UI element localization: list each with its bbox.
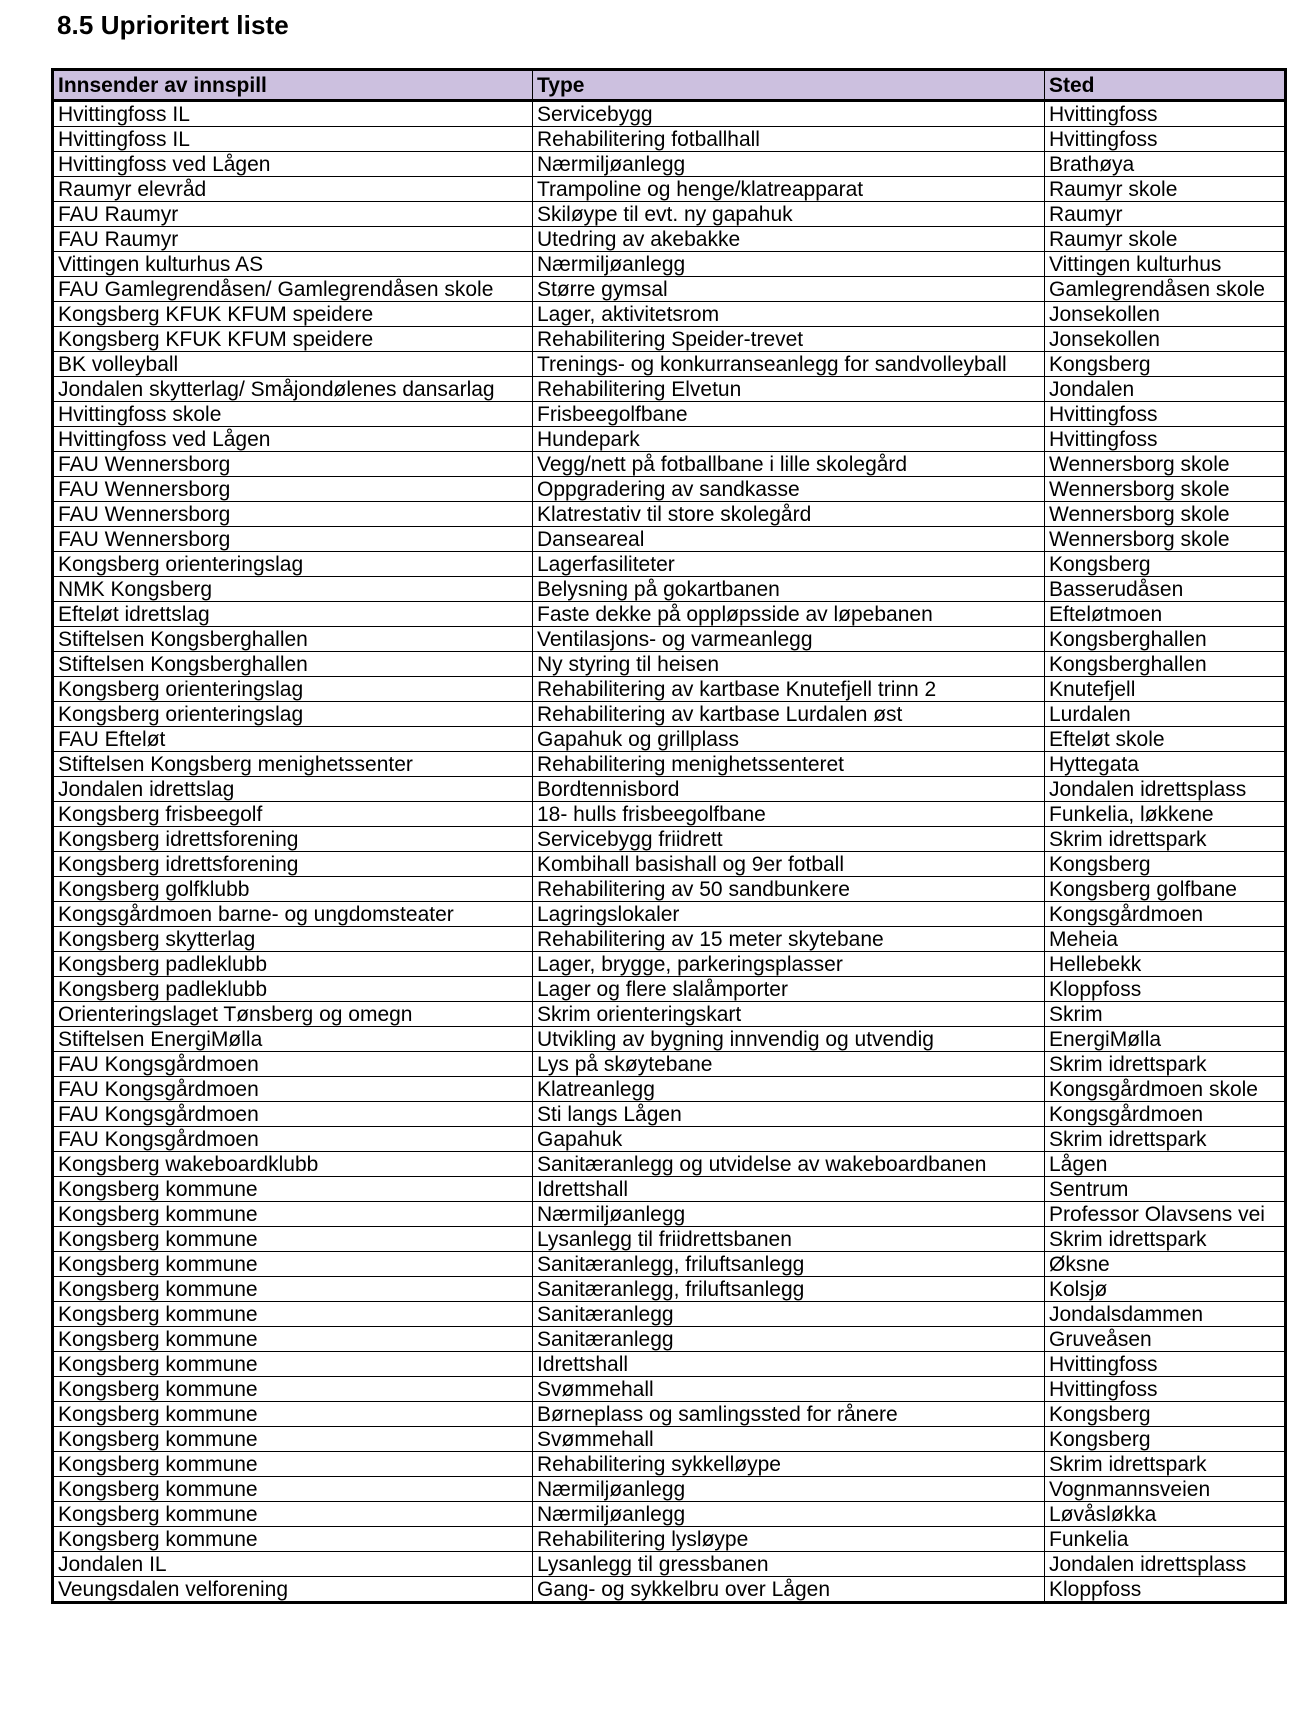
cell-type: Lysanlegg til friidrettsbanen bbox=[533, 1227, 1045, 1252]
cell-submitter: Kongsberg kommune bbox=[53, 1352, 533, 1377]
cell-submitter: FAU Wennersborg bbox=[53, 527, 533, 552]
column-header-submitter: Innsender av innspill bbox=[53, 70, 533, 101]
cell-type: Gang- og sykkelbru over Lågen bbox=[533, 1577, 1045, 1603]
table-row bbox=[53, 527, 1286, 552]
page-title: 8.5 Uprioritert liste bbox=[57, 10, 289, 40]
cell-submitter: Raumyr elevråd bbox=[53, 177, 533, 202]
cell-location: Kloppfoss bbox=[1045, 977, 1286, 1002]
cell-submitter: Hvittingfoss skole bbox=[53, 402, 533, 427]
table-row bbox=[53, 877, 1286, 902]
cell-type: Sti langs Lågen bbox=[533, 1102, 1045, 1127]
table-row bbox=[53, 452, 1286, 477]
table-row bbox=[53, 902, 1286, 927]
cell-location: Hyttegata bbox=[1045, 752, 1286, 777]
cell-submitter: Kongsberg orienteringslag bbox=[53, 677, 533, 702]
cell-submitter: Jondalen IL bbox=[53, 1552, 533, 1577]
cell-location: Raumyr skole bbox=[1045, 177, 1286, 202]
cell-location: Kongsberg bbox=[1045, 352, 1286, 377]
cell-type: Rehabilitering av 50 sandbunkere bbox=[533, 877, 1045, 902]
cell-location: Raumyr skole bbox=[1045, 227, 1286, 252]
table-header-row bbox=[53, 70, 1286, 101]
cell-type: Nærmiljøanlegg bbox=[533, 1502, 1045, 1527]
cell-type: Kombihall basishall og 9er fotball bbox=[533, 852, 1045, 877]
table-row bbox=[53, 1252, 1286, 1277]
cell-location: Kongsberg bbox=[1045, 852, 1286, 877]
cell-type: Sanitæranlegg, friluftsanlegg bbox=[533, 1252, 1045, 1277]
cell-type: Lagringslokaler bbox=[533, 902, 1045, 927]
cell-submitter: FAU Raumyr bbox=[53, 227, 533, 252]
table-row bbox=[53, 1052, 1286, 1077]
cell-type: Ventilasjons- og varmeanlegg bbox=[533, 627, 1045, 652]
cell-type: Nærmiljøanlegg bbox=[533, 1477, 1045, 1502]
cell-location: Øksne bbox=[1045, 1252, 1286, 1277]
cell-submitter: Stiftelsen EnergiMølla bbox=[53, 1027, 533, 1052]
cell-location: Wennersborg skole bbox=[1045, 452, 1286, 477]
cell-location: Kloppfoss bbox=[1045, 1577, 1286, 1603]
cell-location: EnergiMølla bbox=[1045, 1027, 1286, 1052]
cell-location: Funkelia, løkkene bbox=[1045, 802, 1286, 827]
cell-type: Rehabilitering lysløype bbox=[533, 1527, 1045, 1552]
cell-type: Vegg/nett på fotballbane i lille skolegård bbox=[533, 452, 1045, 477]
cell-location: Kongsberghallen bbox=[1045, 627, 1286, 652]
table-row bbox=[53, 1202, 1286, 1227]
cell-location: Meheia bbox=[1045, 927, 1286, 952]
cell-type: Gapahuk og grillplass bbox=[533, 727, 1045, 752]
table-row bbox=[53, 227, 1286, 252]
table-row bbox=[53, 277, 1286, 302]
table-row bbox=[53, 1552, 1286, 1577]
cell-submitter: BK volleyball bbox=[53, 352, 533, 377]
cell-type: Rehabilitering av 15 meter skytebane bbox=[533, 927, 1045, 952]
table-row bbox=[53, 702, 1286, 727]
cell-location: Kongsberghallen bbox=[1045, 652, 1286, 677]
cell-submitter: Kongsberg kommune bbox=[53, 1302, 533, 1327]
cell-type: Nærmiljøanlegg bbox=[533, 252, 1045, 277]
cell-location: Professor Olavsens vei bbox=[1045, 1202, 1286, 1227]
cell-type: Rehabilitering sykkelløype bbox=[533, 1452, 1045, 1477]
cell-submitter: Kongsberg idrettsforening bbox=[53, 827, 533, 852]
cell-type: Belysning på gokartbanen bbox=[533, 577, 1045, 602]
cell-location: Funkelia bbox=[1045, 1527, 1286, 1552]
table-row bbox=[53, 101, 1286, 127]
column-header-type: Type bbox=[533, 70, 1045, 101]
cell-submitter: Kongsberg padleklubb bbox=[53, 952, 533, 977]
cell-submitter: Orienteringslaget Tønsberg og omegn bbox=[53, 1002, 533, 1027]
cell-submitter: Hvittingfoss ved Lågen bbox=[53, 427, 533, 452]
cell-type: Lysanlegg til gressbanen bbox=[533, 1552, 1045, 1577]
cell-type: Idrettshall bbox=[533, 1177, 1045, 1202]
cell-type: Idrettshall bbox=[533, 1352, 1045, 1377]
cell-submitter: Kongsberg skytterlag bbox=[53, 927, 533, 952]
table-row bbox=[53, 377, 1286, 402]
cell-submitter: Kongsberg kommune bbox=[53, 1277, 533, 1302]
cell-submitter: FAU Raumyr bbox=[53, 202, 533, 227]
cell-location: Kongsberg bbox=[1045, 1427, 1286, 1452]
cell-location: Skrim idrettspark bbox=[1045, 1127, 1286, 1152]
cell-location: Gruveåsen bbox=[1045, 1327, 1286, 1352]
table-row bbox=[53, 427, 1286, 452]
cell-location: Kongsgårdmoen skole bbox=[1045, 1077, 1286, 1102]
cell-type: Rehabilitering Speider-trevet bbox=[533, 327, 1045, 352]
cell-location: Hvittingfoss bbox=[1045, 1377, 1286, 1402]
cell-type: Faste dekke på oppløpsside av løpebanen bbox=[533, 602, 1045, 627]
table-row bbox=[53, 1277, 1286, 1302]
cell-type: Sanitæranlegg, friluftsanlegg bbox=[533, 1277, 1045, 1302]
cell-type: Klatreanlegg bbox=[533, 1077, 1045, 1102]
cell-location: Raumyr bbox=[1045, 202, 1286, 227]
cell-submitter: Kongsberg kommune bbox=[53, 1177, 533, 1202]
cell-location: Hvittingfoss bbox=[1045, 1352, 1286, 1377]
cell-location: Basserudåsen bbox=[1045, 577, 1286, 602]
cell-location: Gamlegrendåsen skole bbox=[1045, 277, 1286, 302]
cell-type: Utvikling av bygning innvendig og utvendig bbox=[533, 1027, 1045, 1052]
table-row bbox=[53, 1477, 1286, 1502]
column-header-location: Sted bbox=[1045, 70, 1286, 101]
cell-submitter: FAU Kongsgårdmoen bbox=[53, 1052, 533, 1077]
cell-location: Skrim idrettspark bbox=[1045, 1452, 1286, 1477]
cell-submitter: Kongsberg padleklubb bbox=[53, 977, 533, 1002]
cell-location: Lågen bbox=[1045, 1152, 1286, 1177]
cell-location: Jondalsdammen bbox=[1045, 1302, 1286, 1327]
cell-location: Brathøya bbox=[1045, 152, 1286, 177]
table-row bbox=[53, 1302, 1286, 1327]
cell-type: Børneplass og samlingssted for rånere bbox=[533, 1402, 1045, 1427]
cell-submitter: Kongsberg kommune bbox=[53, 1227, 533, 1252]
cell-submitter: Jondalen idrettslag bbox=[53, 777, 533, 802]
cell-location: Hellebekk bbox=[1045, 952, 1286, 977]
cell-type: Bordtennisbord bbox=[533, 777, 1045, 802]
cell-submitter: Kongsberg KFUK KFUM speidere bbox=[53, 302, 533, 327]
table-row bbox=[53, 1427, 1286, 1452]
cell-type: 18- hulls frisbeegolfbane bbox=[533, 802, 1045, 827]
cell-location: Kolsjø bbox=[1045, 1277, 1286, 1302]
cell-location: Skrim idrettspark bbox=[1045, 827, 1286, 852]
cell-type: Gapahuk bbox=[533, 1127, 1045, 1152]
cell-type: Danseareal bbox=[533, 527, 1045, 552]
cell-location: Efteløtmoen bbox=[1045, 602, 1286, 627]
cell-submitter: Stiftelsen Kongsberg menighetssenter bbox=[53, 752, 533, 777]
table-row bbox=[53, 577, 1286, 602]
cell-submitter: Vittingen kulturhus AS bbox=[53, 252, 533, 277]
cell-submitter: Veungsdalen velforening bbox=[53, 1577, 533, 1603]
cell-type: Lager og flere slalåmporter bbox=[533, 977, 1045, 1002]
table-row bbox=[53, 802, 1286, 827]
table-row bbox=[53, 627, 1286, 652]
cell-location: Lurdalen bbox=[1045, 702, 1286, 727]
table-row bbox=[53, 1452, 1286, 1477]
table-row bbox=[53, 1077, 1286, 1102]
cell-type: Sanitæranlegg og utvidelse av wakeboardbanen bbox=[533, 1152, 1045, 1177]
cell-location: Kongsberg golfbane bbox=[1045, 877, 1286, 902]
cell-location: Skrim idrettspark bbox=[1045, 1227, 1286, 1252]
cell-submitter: FAU Wennersborg bbox=[53, 452, 533, 477]
cell-submitter: Kongsberg kommune bbox=[53, 1202, 533, 1227]
cell-location: Løvåsløkka bbox=[1045, 1502, 1286, 1527]
cell-type: Lager, brygge, parkeringsplasser bbox=[533, 952, 1045, 977]
table-row bbox=[53, 552, 1286, 577]
cell-type: Større gymsal bbox=[533, 277, 1045, 302]
cell-location: Hvittingfoss bbox=[1045, 427, 1286, 452]
table-row bbox=[53, 1227, 1286, 1252]
cell-type: Oppgradering av sandkasse bbox=[533, 477, 1045, 502]
table-row bbox=[53, 1402, 1286, 1427]
cell-type: Frisbeegolfbane bbox=[533, 402, 1045, 427]
table-row bbox=[53, 777, 1286, 802]
table-row bbox=[53, 852, 1286, 877]
cell-location: Vittingen kulturhus bbox=[1045, 252, 1286, 277]
table-row bbox=[53, 152, 1286, 177]
table-row bbox=[53, 177, 1286, 202]
cell-submitter: Kongsgårdmoen barne- og ungdomsteater bbox=[53, 902, 533, 927]
cell-type: Rehabilitering av kartbase Knutefjell trinn 2 bbox=[533, 677, 1045, 702]
table-row bbox=[53, 1352, 1286, 1377]
cell-submitter: Jondalen skytterlag/ Småjondølenes dansarlag bbox=[53, 377, 533, 402]
table-row bbox=[53, 1177, 1286, 1202]
table-row bbox=[53, 1002, 1286, 1027]
cell-location: Kongsgårdmoen bbox=[1045, 902, 1286, 927]
cell-type: Utedring av akebakke bbox=[533, 227, 1045, 252]
table-row bbox=[53, 1027, 1286, 1052]
cell-submitter: Hvittingfoss IL bbox=[53, 127, 533, 152]
cell-type: Trenings- og konkurranseanlegg for sandvolleyball bbox=[533, 352, 1045, 377]
cell-location: Skrim bbox=[1045, 1002, 1286, 1027]
cell-location: Jonsekollen bbox=[1045, 327, 1286, 352]
cell-type: Lager, aktivitetsrom bbox=[533, 302, 1045, 327]
table-row bbox=[53, 1502, 1286, 1527]
table-row bbox=[53, 752, 1286, 777]
cell-submitter: Kongsberg idrettsforening bbox=[53, 852, 533, 877]
cell-location: Wennersborg skole bbox=[1045, 477, 1286, 502]
cell-location: Hvittingfoss bbox=[1045, 402, 1286, 427]
table-row bbox=[53, 1127, 1286, 1152]
cell-submitter: Kongsberg kommune bbox=[53, 1527, 533, 1552]
cell-location: Hvittingfoss bbox=[1045, 127, 1286, 152]
table-row bbox=[53, 727, 1286, 752]
cell-submitter: FAU Wennersborg bbox=[53, 502, 533, 527]
cell-submitter: Kongsberg kommune bbox=[53, 1327, 533, 1352]
cell-submitter: Kongsberg kommune bbox=[53, 1452, 533, 1477]
cell-location: Efteløt skole bbox=[1045, 727, 1286, 752]
cell-submitter: Kongsberg kommune bbox=[53, 1377, 533, 1402]
cell-location: Vognmannsveien bbox=[1045, 1477, 1286, 1502]
table-row bbox=[53, 1152, 1286, 1177]
cell-location: Wennersborg skole bbox=[1045, 502, 1286, 527]
cell-location: Kongsberg bbox=[1045, 1402, 1286, 1427]
cell-submitter: FAU Kongsgårdmoen bbox=[53, 1077, 533, 1102]
table-row bbox=[53, 977, 1286, 1002]
cell-location: Jondalen idrettsplass bbox=[1045, 1552, 1286, 1577]
table-row bbox=[53, 1377, 1286, 1402]
cell-location: Jonsekollen bbox=[1045, 302, 1286, 327]
cell-type: Servicebygg bbox=[533, 101, 1045, 127]
cell-location: Hvittingfoss bbox=[1045, 101, 1286, 127]
table-row bbox=[53, 302, 1286, 327]
cell-type: Nærmiljøanlegg bbox=[533, 152, 1045, 177]
cell-submitter: Kongsberg frisbeegolf bbox=[53, 802, 533, 827]
cell-location: Skrim idrettspark bbox=[1045, 1052, 1286, 1077]
table-row bbox=[53, 952, 1286, 977]
cell-type: Hundepark bbox=[533, 427, 1045, 452]
cell-submitter: Stiftelsen Kongsberghallen bbox=[53, 652, 533, 677]
table-body bbox=[53, 101, 1286, 1603]
cell-type: Sanitæranlegg bbox=[533, 1327, 1045, 1352]
table-row bbox=[53, 127, 1286, 152]
cell-submitter: FAU Gamlegrendåsen/ Gamlegrendåsen skole bbox=[53, 277, 533, 302]
cell-submitter: Hvittingfoss IL bbox=[53, 101, 533, 127]
cell-submitter: Kongsberg kommune bbox=[53, 1402, 533, 1427]
cell-location: Jondalen idrettsplass bbox=[1045, 777, 1286, 802]
table-row bbox=[53, 652, 1286, 677]
cell-submitter: Kongsberg orienteringslag bbox=[53, 552, 533, 577]
cell-location: Knutefjell bbox=[1045, 677, 1286, 702]
table-row bbox=[53, 1327, 1286, 1352]
cell-type: Rehabilitering av kartbase Lurdalen øst bbox=[533, 702, 1045, 727]
table-row bbox=[53, 327, 1286, 352]
cell-location: Kongsgårdmoen bbox=[1045, 1102, 1286, 1127]
table-row bbox=[53, 827, 1286, 852]
cell-submitter: NMK Kongsberg bbox=[53, 577, 533, 602]
cell-type: Servicebygg friidrett bbox=[533, 827, 1045, 852]
cell-type: Skiløype til evt. ny gapahuk bbox=[533, 202, 1045, 227]
table-row bbox=[53, 927, 1286, 952]
table-row bbox=[53, 477, 1286, 502]
cell-submitter: FAU Kongsgårdmoen bbox=[53, 1102, 533, 1127]
cell-type: Skrim orienteringskart bbox=[533, 1002, 1045, 1027]
table-row bbox=[53, 1527, 1286, 1552]
cell-submitter: Kongsberg kommune bbox=[53, 1427, 533, 1452]
cell-submitter: Kongsberg kommune bbox=[53, 1477, 533, 1502]
cell-type: Lys på skøytebane bbox=[533, 1052, 1045, 1077]
cell-submitter: Kongsberg wakeboardklubb bbox=[53, 1152, 533, 1177]
table-row bbox=[53, 402, 1286, 427]
cell-location: Wennersborg skole bbox=[1045, 527, 1286, 552]
cell-submitter: Efteløt idrettslag bbox=[53, 602, 533, 627]
cell-submitter: Kongsberg kommune bbox=[53, 1252, 533, 1277]
table-row bbox=[53, 1577, 1286, 1603]
cell-type: Sanitæranlegg bbox=[533, 1302, 1045, 1327]
table-row bbox=[53, 352, 1286, 377]
table-row bbox=[53, 502, 1286, 527]
cell-type: Svømmehall bbox=[533, 1427, 1045, 1452]
cell-submitter: FAU Efteløt bbox=[53, 727, 533, 752]
cell-submitter: Stiftelsen Kongsberghallen bbox=[53, 627, 533, 652]
cell-type: Nærmiljøanlegg bbox=[533, 1202, 1045, 1227]
cell-submitter: Kongsberg KFUK KFUM speidere bbox=[53, 327, 533, 352]
table-row bbox=[53, 202, 1286, 227]
cell-type: Rehabilitering Elvetun bbox=[533, 377, 1045, 402]
cell-location: Jondalen bbox=[1045, 377, 1286, 402]
cell-submitter: Kongsberg kommune bbox=[53, 1502, 533, 1527]
cell-submitter: Hvittingfoss ved Lågen bbox=[53, 152, 533, 177]
cell-type: Trampoline og henge/klatreapparat bbox=[533, 177, 1045, 202]
table-row bbox=[53, 1102, 1286, 1127]
cell-submitter: FAU Wennersborg bbox=[53, 477, 533, 502]
cell-location: Sentrum bbox=[1045, 1177, 1286, 1202]
cell-type: Lagerfasiliteter bbox=[533, 552, 1045, 577]
cell-type: Klatrestativ til store skolegård bbox=[533, 502, 1045, 527]
table-row bbox=[53, 677, 1286, 702]
cell-type: Rehabilitering menighetssenteret bbox=[533, 752, 1045, 777]
cell-submitter: Kongsberg orienteringslag bbox=[53, 702, 533, 727]
cell-submitter: FAU Kongsgårdmoen bbox=[53, 1127, 533, 1152]
submissions-table bbox=[51, 68, 1287, 1604]
table-row bbox=[53, 252, 1286, 277]
cell-type: Rehabilitering fotballhall bbox=[533, 127, 1045, 152]
cell-type: Svømmehall bbox=[533, 1377, 1045, 1402]
cell-submitter: Kongsberg golfklubb bbox=[53, 877, 533, 902]
table-row bbox=[53, 602, 1286, 627]
cell-type: Ny styring til heisen bbox=[533, 652, 1045, 677]
cell-location: Kongsberg bbox=[1045, 552, 1286, 577]
